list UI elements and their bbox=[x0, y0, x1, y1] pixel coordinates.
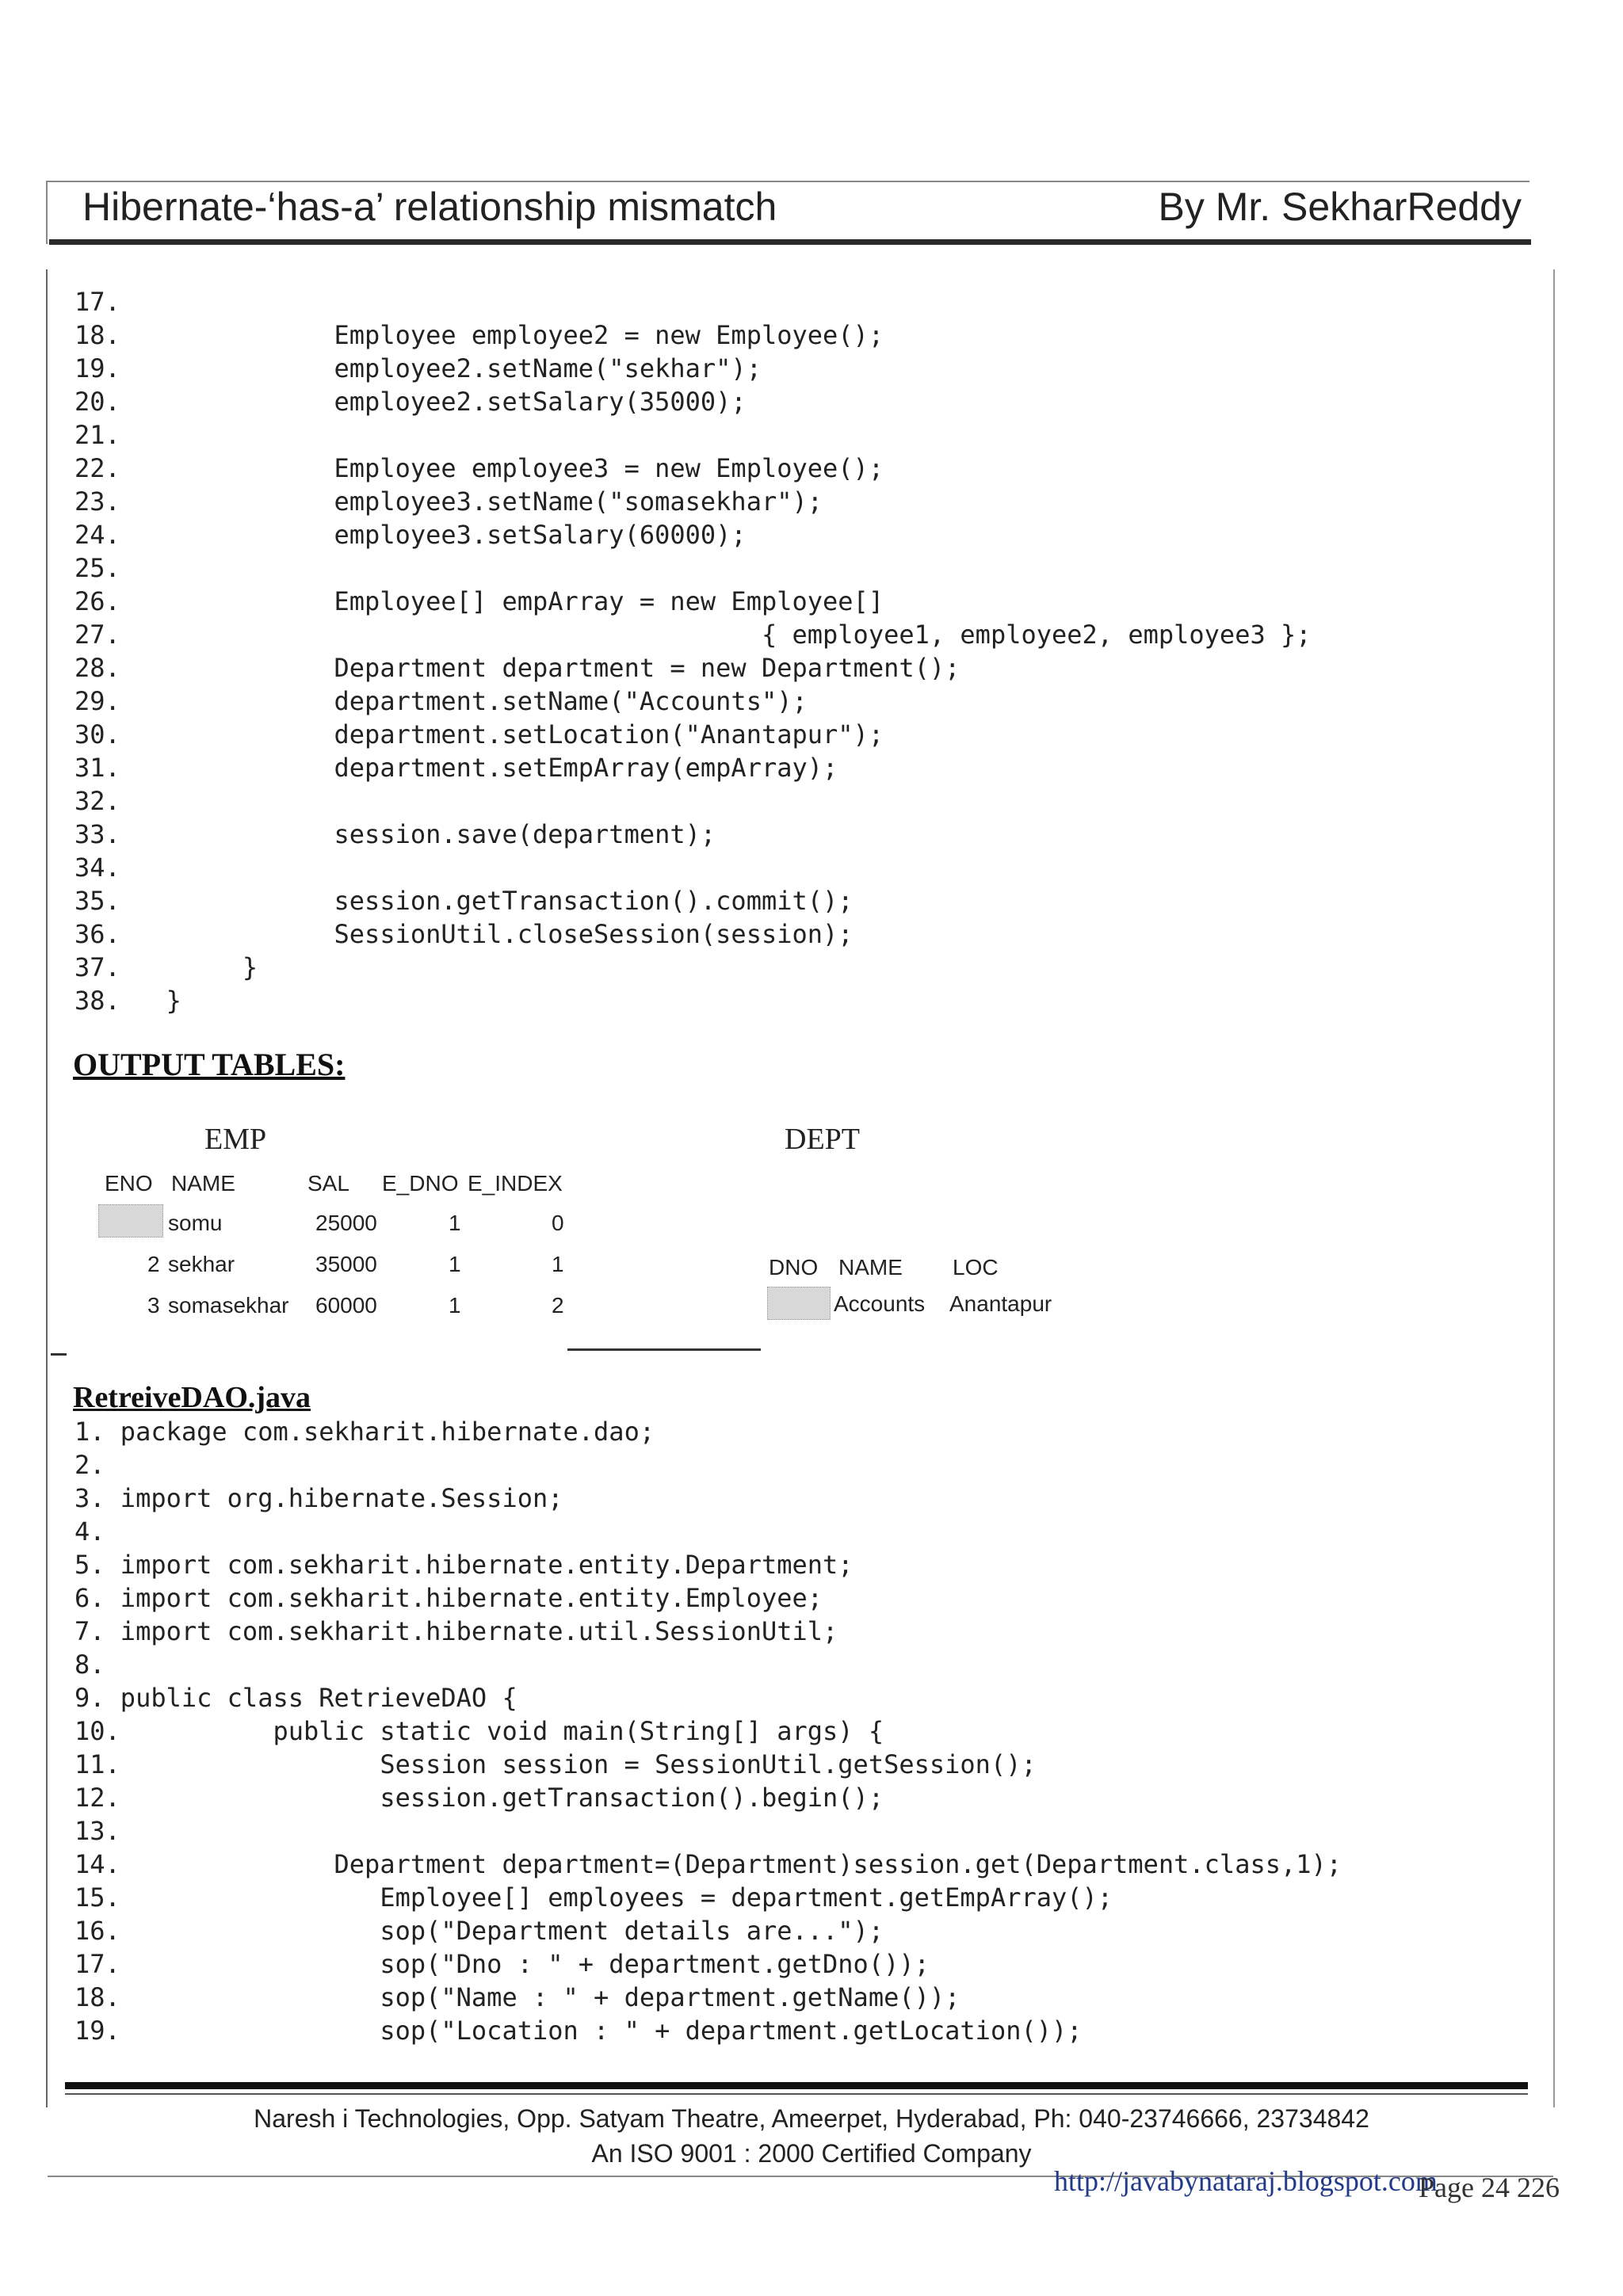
footer-divider-thin bbox=[65, 2093, 1528, 2095]
code-line: 17. sop("Dno : " + department.getDno()); bbox=[74, 1949, 930, 1979]
page-number-text: Page 24 bbox=[1419, 2172, 1510, 2203]
page-number bbox=[1419, 2171, 1560, 2204]
emp-table bbox=[95, 1171, 586, 1337]
dept-row1-dno-redacted bbox=[767, 1287, 831, 1320]
code-line: 19. employee2.setName("sekhar"); bbox=[74, 353, 762, 383]
emp-table-caption: EMP bbox=[204, 1123, 267, 1156]
dept-col-dno: DNO bbox=[769, 1255, 819, 1280]
emp-row1-eno-redacted bbox=[98, 1204, 163, 1238]
retrieve-dao-heading: RetreiveDAO.java bbox=[73, 1381, 311, 1414]
emp-row1-edno: 1 bbox=[449, 1211, 461, 1235]
code-line: 8. bbox=[74, 1650, 105, 1680]
code-line: 28. Department department = new Department(); bbox=[74, 653, 960, 683]
code-line: 26. Employee[] empArray = new Employee[] bbox=[74, 586, 884, 616]
dept-col-loc: LOC bbox=[953, 1255, 999, 1280]
right-margin-rule bbox=[1553, 269, 1555, 2107]
emp-row2-eno: 2 bbox=[147, 1252, 160, 1276]
code-line: 27. { employee1, employee2, employee3 }; bbox=[74, 620, 1312, 650]
output-tables-heading: OUTPUT TABLES: bbox=[73, 1047, 346, 1082]
left-margin-rule bbox=[46, 269, 48, 2107]
dept-row1-loc: Anantapur bbox=[949, 1291, 1052, 1316]
dept-table bbox=[766, 1255, 1098, 1334]
emp-row3-edno: 1 bbox=[449, 1293, 461, 1318]
table-separator-mark bbox=[51, 1353, 67, 1356]
code-line: 14. Department department=(Department)session.get(Department.class,1); bbox=[74, 1849, 1342, 1879]
code-line: 36. SessionUtil.closeSession(session); bbox=[74, 919, 854, 949]
emp-row3-eno: 3 bbox=[147, 1293, 160, 1318]
emp-col-eindex: E_INDEX bbox=[468, 1171, 563, 1196]
code-line: 2. bbox=[74, 1450, 105, 1480]
emp-row1-eindex: 0 bbox=[552, 1211, 564, 1235]
code-line: 30. department.setLocation("Anantapur"); bbox=[74, 719, 884, 749]
footer-address: Naresh i Technologies, Opp. Satyam Theatre, Ameerpet, Hyderabad, Ph: 040-23746666, 23734842 bbox=[254, 2104, 1369, 2133]
code-line: 33. session.save(department); bbox=[74, 819, 716, 849]
code-line: 24. employee3.setSalary(60000); bbox=[74, 520, 747, 550]
code-line: 18. Employee employee2 = new Employee(); bbox=[74, 320, 884, 350]
code-line: 35. session.getTransaction().commit(); bbox=[74, 886, 854, 916]
code-listing-continued bbox=[74, 285, 1312, 1017]
code-line: 5. import com.sekharit.hibernate.entity.Department; bbox=[74, 1550, 854, 1580]
code-line: 20. employee2.setSalary(35000); bbox=[74, 387, 747, 417]
code-line: 7. import com.sekharit.hibernate.util.SessionUtil; bbox=[74, 1616, 838, 1646]
code-line: 21. bbox=[74, 420, 120, 450]
header-divider bbox=[49, 239, 1531, 245]
emp-row2-eindex: 1 bbox=[552, 1252, 564, 1276]
dept-table-caption: DEPT bbox=[785, 1123, 860, 1156]
code-line: 38. } bbox=[74, 986, 181, 1016]
page-number-alt: 226 bbox=[1516, 2172, 1560, 2203]
code-line: 25. bbox=[74, 553, 120, 583]
emp-row1-sal: 25000 bbox=[315, 1211, 377, 1235]
footer-divider bbox=[65, 2082, 1528, 2089]
code-line: 23. employee3.setName("somasekhar"); bbox=[74, 486, 823, 517]
code-line: 11. Session session = SessionUtil.getSession(); bbox=[74, 1749, 1037, 1779]
code-line: 13. bbox=[74, 1816, 120, 1846]
code-line: 19. sop("Location : " + department.getLocation()); bbox=[74, 2016, 1083, 2046]
emp-row2-sal: 35000 bbox=[315, 1252, 377, 1276]
emp-col-edno: E_DNO bbox=[382, 1171, 459, 1196]
code-line: 12. session.getTransaction().begin(); bbox=[74, 1783, 884, 1813]
page-title: Hibernate-‘has-a’ relationship mismatch bbox=[82, 185, 777, 229]
table-separator-line bbox=[567, 1348, 761, 1351]
emp-col-sal: SAL bbox=[307, 1171, 349, 1196]
emp-row3-eindex: 2 bbox=[552, 1293, 564, 1318]
emp-row3-sal: 60000 bbox=[315, 1293, 377, 1318]
retrieve-dao-listing bbox=[74, 1415, 1342, 2047]
code-line: 18. sop("Name : " + department.getName()); bbox=[74, 1982, 960, 2012]
code-line: 17. bbox=[74, 287, 120, 317]
code-line: 34. bbox=[74, 852, 120, 883]
code-line: 22. Employee employee3 = new Employee(); bbox=[74, 453, 884, 483]
emp-row2-edno: 1 bbox=[449, 1252, 461, 1276]
code-line: 31. department.setEmpArray(empArray); bbox=[74, 753, 838, 783]
blog-url-link[interactable]: http://javabynataraj.blogspot.com bbox=[1054, 2165, 1438, 2197]
code-line: 16. sop("Department details are..."); bbox=[74, 1916, 884, 1946]
code-line: 29. department.setName("Accounts"); bbox=[74, 686, 808, 716]
emp-col-name: NAME bbox=[171, 1171, 235, 1196]
dept-row1-name: Accounts bbox=[834, 1291, 926, 1316]
code-line: 4. bbox=[74, 1516, 105, 1547]
footer-certification: An ISO 9001 : 2000 Certified Company bbox=[591, 2139, 1032, 2168]
code-line: 37. } bbox=[74, 952, 258, 982]
code-line: 6. import com.sekharit.hibernate.entity.Employee; bbox=[74, 1583, 823, 1613]
emp-row3-name: somasekhar bbox=[168, 1293, 289, 1318]
code-line: 1. package com.sekharit.hibernate.dao; bbox=[74, 1417, 655, 1447]
emp-col-eno: ENO bbox=[105, 1171, 153, 1196]
code-line: 10. public static void main(String[] args) { bbox=[74, 1716, 884, 1746]
dept-col-name: NAME bbox=[838, 1255, 903, 1280]
code-line: 3. import org.hibernate.Session; bbox=[74, 1483, 563, 1513]
code-line: 15. Employee[] employees = department.getEmpArray(); bbox=[74, 1882, 1113, 1913]
code-line: 32. bbox=[74, 786, 120, 816]
code-line: 9. public class RetrieveDAO { bbox=[74, 1683, 517, 1713]
emp-row1-name: somu bbox=[168, 1211, 223, 1235]
emp-row2-name: sekhar bbox=[168, 1252, 235, 1276]
author-label: By Mr. SekharReddy bbox=[1158, 185, 1522, 229]
